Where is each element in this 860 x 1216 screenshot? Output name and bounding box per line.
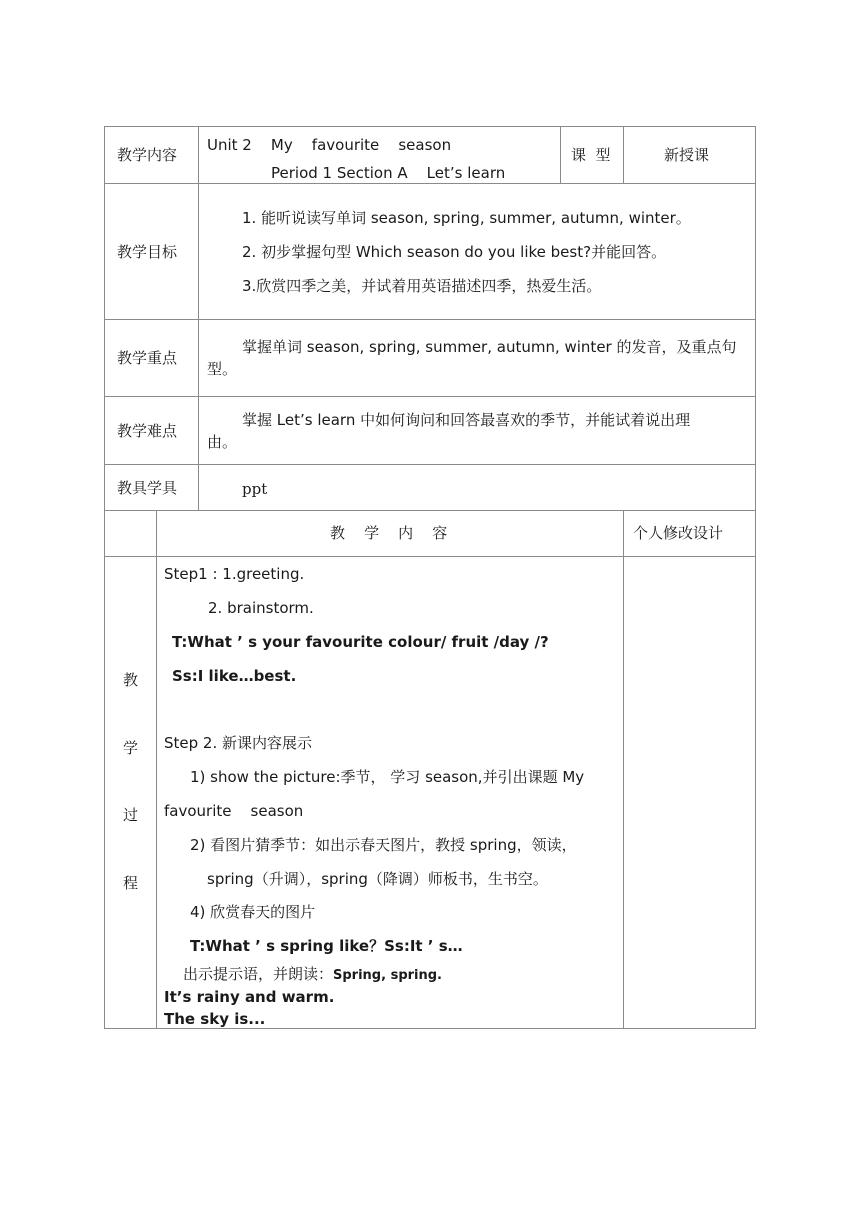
objectives-label: 教学目标: [117, 243, 178, 261]
table-rule: [623, 510, 624, 1028]
table-rule: [104, 319, 756, 320]
type-value: 新授课: [664, 146, 710, 164]
table-rule: [156, 510, 157, 1028]
hint-line: [183, 964, 442, 986]
key-points-label: 教学重点: [117, 349, 178, 367]
type-label: 课 型: [571, 146, 611, 164]
table-rule: [560, 126, 561, 183]
side-char: 程: [123, 874, 139, 892]
table-rule: [104, 396, 756, 397]
response-line-2: The sky is...: [164, 1010, 266, 1028]
step2-item-4: 4) 欣赏春天的图片: [190, 903, 316, 921]
side-char: 学: [123, 739, 139, 757]
difficulties-label: 教学难点: [117, 422, 178, 440]
objective-item: 1. 能听说读写单词 season, spring, summer, autumn, winter。: [242, 209, 691, 227]
table-rule: [198, 126, 199, 510]
key-points-text-cont: 型。: [207, 360, 238, 378]
aids-value: ppt: [242, 480, 268, 498]
step2-item-1: 1) show the picture:季节， 学习 season,并引出课题 My: [190, 768, 585, 786]
key-points-text: 掌握单词 season, spring, summer, autumn, winter 的发音，及重点句: [242, 338, 737, 356]
hint-bold: Spring, spring.: [333, 968, 442, 983]
table-rule: [104, 126, 105, 1029]
step2-line: Step 2. 新课内容展示: [164, 734, 313, 752]
objective-item: 2. 初步掌握句型 Which season do you like best?并能回答。: [242, 243, 667, 261]
side-char: 过: [123, 806, 139, 824]
teacher-question-2: T:What ’ s spring like？Ss:It ’ s…: [190, 937, 463, 955]
table-rule: [104, 510, 756, 511]
personal-design-header: 个人修改设计: [633, 524, 724, 542]
step1-brainstorm: 2. brainstorm.: [208, 599, 314, 617]
hint-text: 出示提示语，并朗读：: [183, 965, 334, 983]
step2-item-2-cont: spring（升调），spring（降调）师板书，生书空。: [207, 870, 548, 888]
aids-label: 教具学具: [117, 479, 178, 497]
period-title: Period 1 Section A Let’s learn: [271, 164, 506, 182]
response-line-1: It’s rainy and warm.: [164, 988, 335, 1006]
step1-line: Step1 : 1.greeting.: [164, 565, 305, 583]
step2-item-1-cont: favourite season: [164, 802, 304, 820]
teacher-question-1: T:What ’ s your favourite colour/ fruit /day /?: [172, 633, 549, 651]
table-rule: [104, 126, 756, 127]
side-char: 教: [123, 671, 139, 689]
difficulties-text: 掌握 Let’s learn 中如何询问和回答最喜欢的季节，并能试着说出理: [242, 411, 691, 429]
content-label: 教学内容: [117, 146, 178, 164]
objective-item: 3.欣赏四季之美，并试着用英语描述四季，热爱生活。: [242, 277, 602, 295]
table-rule: [623, 126, 624, 183]
table-rule: [104, 464, 756, 465]
unit-title: Unit 2 My favourite season: [207, 136, 452, 154]
table-rule: [104, 556, 756, 557]
student-answer-1: Ss:I like…best.: [172, 667, 297, 685]
table-rule: [104, 183, 756, 184]
process-content-header: 教 学 内 容: [330, 524, 448, 542]
difficulties-text-cont: 由。: [207, 433, 238, 451]
step2-item-2: 2) 看图片猜季节：如出示春天图片，教授 spring，领读，: [190, 836, 577, 854]
table-rule: [755, 126, 756, 1029]
